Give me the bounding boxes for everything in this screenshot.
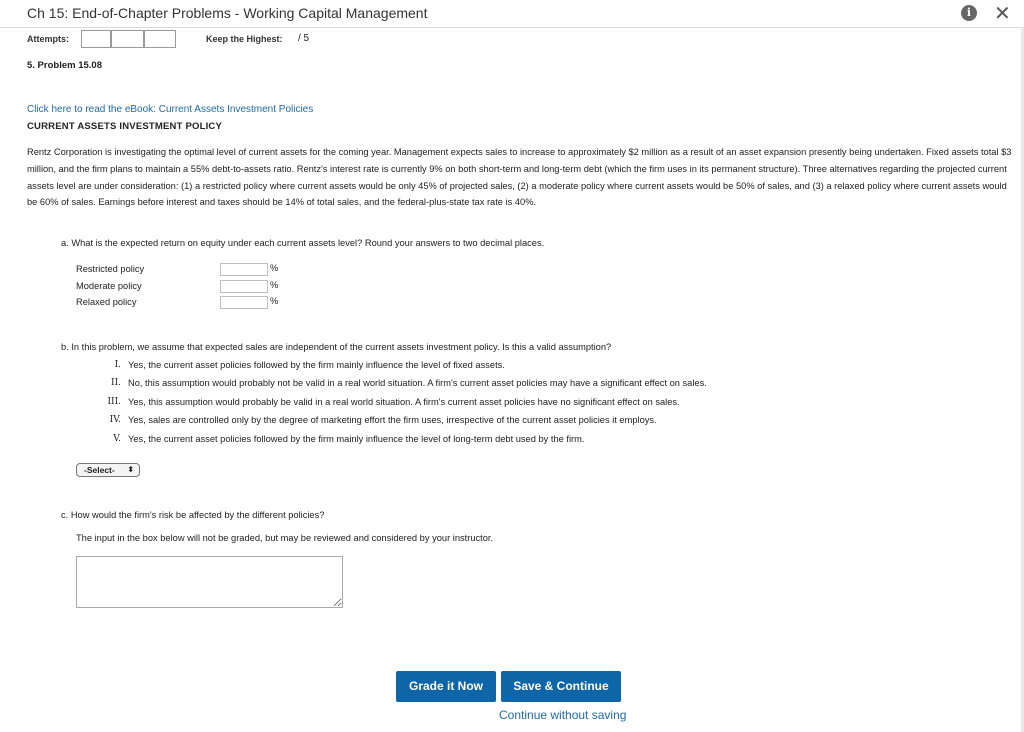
window-title: Ch 15: End-of-Chapter Problems - Working Capital Management <box>27 5 428 21</box>
option-text: Yes, the current asset policies followed by the firm mainly influence the level of long-term debt used by the firm. <box>128 434 585 444</box>
option-text: Yes, this assumption would probably be valid in a real world situation. A firm's current asset policies have no significant effect on sales. <box>128 397 680 407</box>
problem-text: Rentz Corporation is investigating the optimal level of current assets for the coming year. Management expects sales to increase to approximately $2 million as a result of an asset expansion presently being undertaken. Fixed assets total $3 million, and the firm plans to maintain a 55% debt-to-assets ratio. Rentz's interest rate is currently 9% on both short-term and long-term debt (which the firm uses in its permanent structure). Three alternatives regarding the projected current assets level are under consideration: (1) a restricted policy where current assets would be only 45% of projected sales, (2) a moderate policy where current assets would be 50% of sales, and (3) a relaxed policy where current assets would be 60% of sales. Earnings before interest and taxes should be 14% of total sales, and the federal-plus-state tax rate is 40%. <box>27 147 1012 208</box>
attempt-box-2 <box>111 30 144 48</box>
option-number: I. <box>114 360 121 370</box>
part-c-question: c. How would the firm's risk be affected by the different policies? <box>61 510 325 520</box>
attempt-box-3 <box>144 30 176 48</box>
restricted-policy-input[interactable] <box>220 263 268 276</box>
ebook-link[interactable]: Click here to read the eBook: Current Assets Investment Policies <box>27 104 314 115</box>
attempts-label: Attempts: <box>27 34 69 44</box>
restricted-policy-label: Restricted policy <box>76 264 145 274</box>
problem-title: 5. Problem 15.08 <box>27 60 102 71</box>
moderate-policy-label: Moderate policy <box>76 281 142 291</box>
option-number: II. <box>111 378 121 388</box>
option-text: No, this assumption would probably not be valid in a real world situation. A firm's current asset policies may have a significant effect on sales. <box>128 378 707 388</box>
title-bar <box>0 0 1024 28</box>
keep-highest-label: Keep the Highest: <box>206 34 283 44</box>
ungraded-note: The input in the box below will not be graded, but may be reviewed and considered by your instructor. <box>76 533 494 543</box>
part-a-question: a. What is the expected return on equity under each current assets level? Round your answers to two decimal places. <box>61 238 545 248</box>
grade-it-now-button[interactable]: Grade it Now <box>396 671 496 702</box>
select-arrow-icon: ⬍ <box>127 465 134 474</box>
keep-highest-value: / 5 <box>298 33 310 44</box>
relaxed-policy-input[interactable] <box>220 296 268 309</box>
select-value: -Select- <box>84 465 115 475</box>
moderate-percent: % <box>270 280 279 290</box>
comment-textarea[interactable] <box>76 556 343 608</box>
option-number: III. <box>107 397 121 407</box>
close-icon[interactable]: ✕ <box>994 3 1011 25</box>
moderate-policy-input[interactable] <box>220 280 268 293</box>
restricted-percent: % <box>270 263 279 273</box>
relaxed-percent: % <box>270 296 279 306</box>
section-heading: CURRENT ASSETS INVESTMENT POLICY <box>27 121 223 132</box>
option-text: Yes, sales are controlled only by the degree of marketing effort the firm uses, irrespective of the current asset policies it employs. <box>128 415 657 425</box>
relaxed-policy-label: Relaxed policy <box>76 297 137 307</box>
attempt-box-1 <box>81 30 111 48</box>
part-b-question: b. In this problem, we assume that expected sales are independent of the current assets investment policy. Is this a valid assumption? <box>61 342 612 352</box>
continue-without-saving-link[interactable]: Continue without saving <box>499 708 627 722</box>
option-text: Yes, the current asset policies followed by the firm mainly influence the level of fixed assets. <box>128 360 505 370</box>
option-number: V. <box>113 434 121 444</box>
info-icon[interactable]: i <box>961 5 977 21</box>
option-number: IV. <box>109 415 121 425</box>
answer-select[interactable] <box>76 463 140 477</box>
save-continue-button[interactable]: Save & Continue <box>501 671 621 702</box>
